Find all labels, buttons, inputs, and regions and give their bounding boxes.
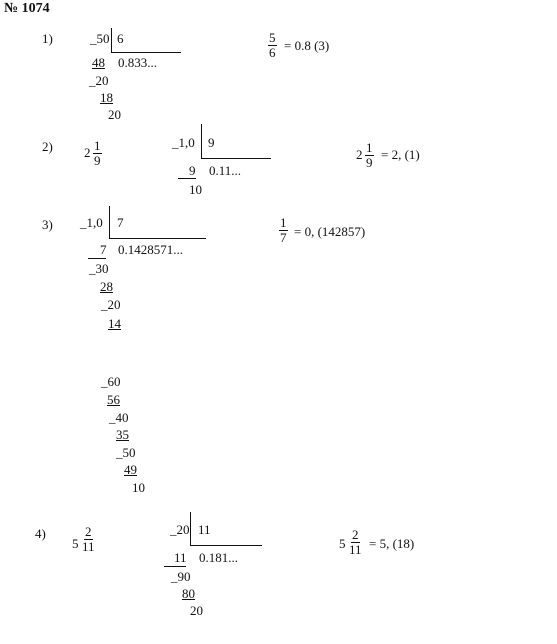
division-bar-horizontal: [190, 545, 262, 546]
step: 49: [124, 462, 137, 477]
numerator: 1: [280, 215, 287, 230]
result-value: = 5, (18): [369, 536, 415, 551]
step: _20: [101, 297, 121, 312]
division-bar-vertical: [111, 28, 112, 52]
numerator: 1: [94, 138, 101, 153]
mixed-fraction: [93, 139, 102, 168]
step: 10: [132, 480, 145, 495]
step: 10: [189, 182, 202, 197]
denominator: 6: [269, 45, 276, 60]
dividend: _20: [170, 522, 190, 537]
item-label: 3): [42, 217, 53, 232]
mixed-whole: 5: [72, 536, 79, 551]
numerator: 5: [269, 30, 276, 45]
divisor: 7: [117, 215, 124, 230]
step: _40: [109, 410, 129, 425]
item-label: 1): [42, 31, 53, 46]
division-bar-horizontal: [201, 158, 271, 159]
problem-number: № 1074: [4, 1, 50, 16]
denominator: 11: [82, 539, 95, 554]
step: 48: [92, 55, 105, 70]
result-value: = 2, (1): [381, 147, 420, 162]
numerator: 2: [352, 527, 359, 542]
result-whole: 5: [339, 536, 346, 551]
denominator: 9: [366, 155, 373, 170]
dividend: _1,0: [172, 135, 195, 150]
result-value: = 0.8 (3): [284, 38, 330, 53]
step: 7: [100, 242, 107, 257]
step: 80: [182, 586, 195, 601]
division-bar-vertical: [190, 512, 191, 545]
denominator: 9: [94, 153, 101, 168]
division-bar-horizontal: [111, 52, 181, 53]
step: 35: [116, 427, 129, 442]
step: 56: [107, 392, 120, 407]
item-label: 4): [35, 526, 46, 541]
numerator: 2: [85, 524, 92, 539]
dividend: _1,0: [80, 215, 103, 230]
divisor: 6: [117, 31, 124, 46]
result-whole: 2: [356, 147, 363, 162]
step: _30: [89, 261, 109, 276]
quotient: 0.1428571...: [118, 242, 183, 257]
divisor: 11: [198, 522, 211, 537]
step: 20: [190, 603, 203, 618]
denominator: 11: [349, 542, 362, 557]
step-underline: [178, 178, 196, 179]
step: 14: [108, 316, 121, 331]
step-underline: [88, 258, 106, 259]
numerator: 1: [366, 140, 373, 155]
step-underline: [164, 566, 186, 567]
step: _50: [116, 445, 136, 460]
division-bar-vertical: [201, 124, 202, 159]
denominator: 7: [280, 230, 287, 245]
step: 9: [189, 163, 196, 178]
result-value: = 0, (142857): [294, 224, 366, 239]
step: _60: [101, 374, 121, 389]
quotient: 0.833...: [118, 55, 157, 70]
result-fraction: [348, 528, 363, 557]
divisor: 9: [208, 135, 215, 150]
step: 20: [108, 107, 121, 122]
step: 18: [100, 90, 113, 105]
item-label: 2): [42, 139, 53, 154]
dividend: _50: [90, 31, 110, 46]
step: 28: [100, 279, 113, 294]
result-fraction: [279, 216, 288, 245]
step: 11: [174, 550, 187, 565]
division-bar-vertical: [109, 206, 110, 238]
step: _90: [171, 569, 191, 584]
quotient: 0.11...: [209, 163, 242, 178]
result-fraction: [365, 141, 374, 170]
division-bar-horizontal: [109, 238, 206, 239]
step-quotient: 0.181...: [199, 550, 238, 565]
step: _20: [89, 73, 109, 88]
mixed-whole: 2: [84, 145, 91, 160]
mixed-fraction: [81, 525, 96, 554]
result-fraction: [268, 31, 277, 60]
